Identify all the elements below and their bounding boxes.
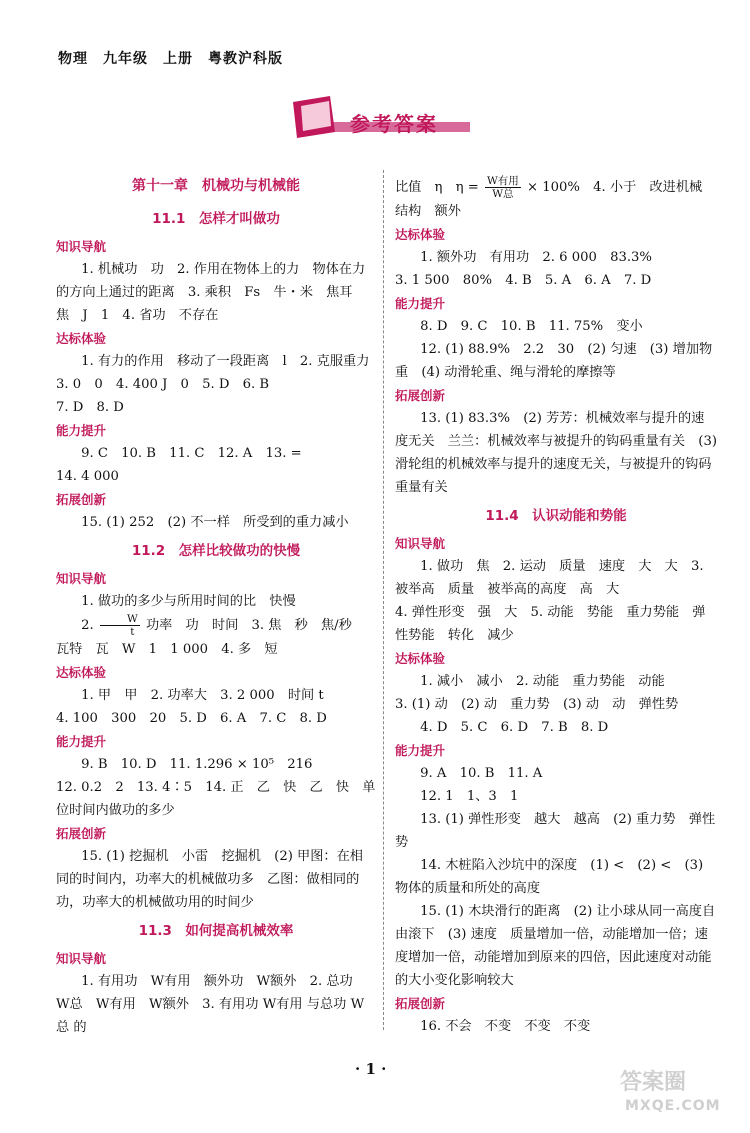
watermark-logo: 答案圈 [620, 1070, 687, 1095]
right-column [395, 175, 717, 1038]
fraction-denominator: t [130, 626, 135, 638]
label-standard: 达标体验 [56, 665, 107, 680]
fraction-w-over-t [100, 613, 140, 638]
answer-text: 9. B 10. D 11. 1.296 × 10⁵ 216 [81, 757, 313, 772]
answer-text: 结构 额外 [395, 204, 461, 219]
label-ability: 能力提升 [395, 743, 446, 758]
answer-text: 15. (1) 挖掘机 小雷 挖掘机 (2) 甲图：在相同的时间内，功率大的机械做功多 乙图：做相同的功，功率大的机械做功用的时间少 [56, 849, 363, 910]
answer-text: 12. 1 1、3 1 [420, 789, 519, 804]
answer-text: × 100% 4. 小于 改进机械 [527, 180, 703, 195]
label-knowledge: 知识导航 [56, 239, 107, 254]
label-standard: 达标体验 [395, 227, 446, 242]
answer-text: 4. 100 300 20 5. D 6. A 7. C 8. D [56, 711, 327, 726]
fraction-numerator: W [100, 613, 140, 626]
chapter-title: 第十一章 机械功与机械能 [132, 178, 300, 194]
answer-text: 15. (1) 木块滑行的距离 (2) 让小球从同一高度自由滚下 (3) 速度 质量增加一倍，动能增加一倍；速度增加一倍，动能增加到原来的四倍，因此速度对动能的大小变化影响较大 [395, 904, 716, 988]
column-divider [383, 170, 384, 1030]
answer-line-fraction [395, 175, 717, 200]
answer-text: 3. (1) 动 (2) 动 重力势 (3) 动 动 弹性势 [395, 697, 679, 712]
answer-text: 13. (1) 83.3% (2) 芳芳：机械效率与提升的速度无关 兰兰：机械效率与被提升的钩码重量有关 (3) 滑轮组的机械效率与提升的速度无关，与被提升的钩码重量有关 [395, 411, 717, 495]
answer-text: 1. 减小 减小 2. 动能 重力势能 动能 [420, 674, 665, 689]
answer-text: 1. 做功的多少与所用时间的比 快慢 [81, 594, 296, 609]
left-column [56, 175, 383, 1039]
answer-text: 9. C 10. B 11. C 12. A 13. = [81, 446, 302, 461]
label-ability: 能力提升 [56, 734, 107, 749]
label-extension: 拓展创新 [56, 492, 107, 507]
label-standard: 达标体验 [56, 331, 107, 346]
banner-title: 参考答案 [350, 112, 438, 136]
answer-text: 4. 弹性形变 强 大 5. 动能 势能 重力势能 弹性势能 转化 减少 [395, 605, 706, 643]
answer-text: 1. 有用功 W有用 额外功 W额外 2. 总功 W总 W有用 W额外 3. 有用功 W有用 与总功 W总 的 [56, 974, 366, 1035]
label-knowledge: 知识导航 [56, 951, 107, 966]
answer-text: 3. 1 500 80% 4. B 5. A 6. A 7. D [395, 273, 652, 288]
fraction-numerator: W有用 [487, 175, 519, 187]
answer-text: 1. 做功 焦 2. 运动 质量 速度 大 大 3. 被举高 质量 被举高的高度 高 大 [395, 559, 704, 597]
page-number: · 1 · [355, 1060, 387, 1078]
watermark-url: MXQE.COM [625, 1098, 721, 1114]
answer-text: 12. 0.2 2 13. 4∶5 14. 正 乙 快 乙 快 单位时间内做功的多少 [56, 780, 376, 818]
fraction-denominator: W总 [492, 188, 514, 200]
answer-text: 1. 额外功 有用功 2. 6 000 83.3% [420, 250, 652, 265]
answer-text: 8. D 9. C 10. B 11. 75% 变小 [420, 319, 643, 334]
answer-text: 16. 不会 不变 不变 不变 [420, 1019, 591, 1034]
section-11-3-title: 11.3 如何提高机械效率 [138, 923, 294, 939]
banner-page-icon [301, 101, 331, 131]
section-11-1-title: 11.1 怎样才叫做功 [152, 211, 280, 227]
answer-text: 1. 甲 甲 2. 功率大 3. 2 000 时间 t [81, 688, 324, 703]
answer-text: 12. (1) 88.9% 2.2 30 (2) 匀速 (3) 增加物重 (4) 动滑轮重、绳与滑轮的摩擦等 [395, 342, 713, 380]
answer-text: 1. 机械功 功 2. 作用在物体上的力 物体在力的方向上通过的距离 3. 乘积 Fs 牛・米 焦耳 焦 J 1 4. 省功 不存在 [56, 262, 366, 323]
answer-text: 15. (1) 252 (2) 不一样 所受到的重力减小 [81, 515, 349, 530]
answer-text: 13. (1) 弹性形变 越大 越高 (2) 重力势 弹性势 [395, 812, 716, 850]
label-extension: 拓展创新 [56, 826, 107, 841]
answer-text: 2. [81, 618, 94, 633]
page-header: 物理 九年级 上册 粤教沪科版 [58, 51, 283, 67]
answer-text: 1. 有力的作用 移动了一段距离 l 2. 克服重力 3. 0 0 4. 400 J 0 5. D 6. B [56, 354, 383, 392]
section-11-2-title: 11.2 怎样比较做功的快慢 [131, 543, 301, 559]
answer-text: 9. A 10. B 11. A [420, 766, 543, 781]
label-ability: 能力提升 [395, 296, 446, 311]
label-extension: 拓展创新 [395, 388, 446, 403]
section-11-4-title: 11.4 认识动能和势能 [485, 508, 627, 524]
label-knowledge: 知识导航 [56, 571, 107, 586]
label-extension: 拓展创新 [395, 996, 446, 1011]
label-ability: 能力提升 [56, 423, 107, 438]
answer-line-fraction [56, 613, 376, 638]
label-knowledge: 知识导航 [395, 536, 446, 551]
answer-text: 14. 木桩陷入沙坑中的深度 (1) < (2) < (3) 物体的质量和所处的高度 [395, 858, 704, 896]
fraction-efficiency [485, 175, 521, 200]
answer-text: 瓦特 瓦 W 1 1 000 4. 多 短 [56, 642, 278, 657]
answer-text: 14. 4 000 [56, 469, 119, 484]
label-standard: 达标体验 [395, 651, 446, 666]
answer-text: 4. D 5. C 6. D 7. B 8. D [420, 720, 609, 735]
answer-text: 7. D 8. D [56, 400, 124, 415]
answer-text: 比值 η η = [395, 180, 479, 195]
answer-text: 功率 功 时间 3. 焦 秒 焦/秒 [145, 618, 352, 633]
